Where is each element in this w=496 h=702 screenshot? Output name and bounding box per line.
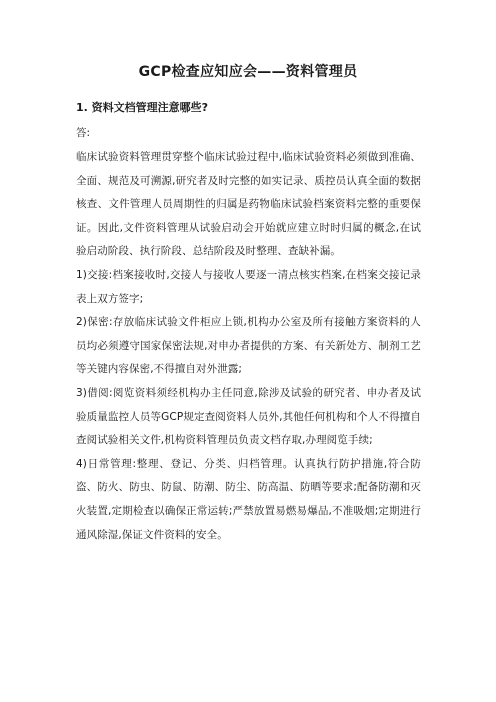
daily-management-paragraph: 4)日常管理:整理、登记、分类、归档管理。认真执行防护措施,符合防盗、防火、防虫、防鼠、防潮、防尘、防高温、防晒等要求;配备防潮和灭火装置,定期检查以确保正常运转;严禁放置易燃易爆品,不准吸烟;定期进行通风除湿,保证文件资料的安全。 <box>76 457 421 541</box>
confidentiality-paragraph: 2)保密:存放临床试验文件柜应上锁,机构办公室及所有接触方案资料的人员均必须遵守国家保密法规,对申办者提供的方案、有关新处方、制剂工艺等关键内容保密,不得擅自对外泄露; <box>76 316 421 376</box>
handover-paragraph: 1)交接:档案接收时,交接人与接收人要逐一清点核实档案,在档案交接记录表上双方签字; <box>76 268 421 305</box>
document-title: GCP检查应知应会——资料管理员 <box>138 64 358 80</box>
answer-body <box>76 146 421 547</box>
borrowing-paragraph: 3)借阅:阅览资料须经机构办主任同意,除涉及试验的研究者、申办者及试验质量监控人员等GCP规定查阅资料人员外,其他任何机构和个人不得擅自查阅试验相关文件,机构资料管理员负责文档存取,办理阅览手续; <box>76 386 421 447</box>
intro-paragraph: 临床试验资料管理贯穿整个临床试验过程中,临床试验资料必须做到准确、全面、规范及可溯源,研究者及时完整的如实记录、质控员认真全面的数据核查、文件管理人员周期性的归属是药物临床试验档案资料完整的重要保证。因此,文件资料管理从试验启动会开始就应建立时时归属的概念,在试验启动阶段、执行阶段、总结阶段及时整理、查缺补漏。 <box>76 151 421 258</box>
answer-label: 答: <box>76 127 91 139</box>
question-heading: 1. 资料文档管理注意哪些? <box>76 101 209 114</box>
